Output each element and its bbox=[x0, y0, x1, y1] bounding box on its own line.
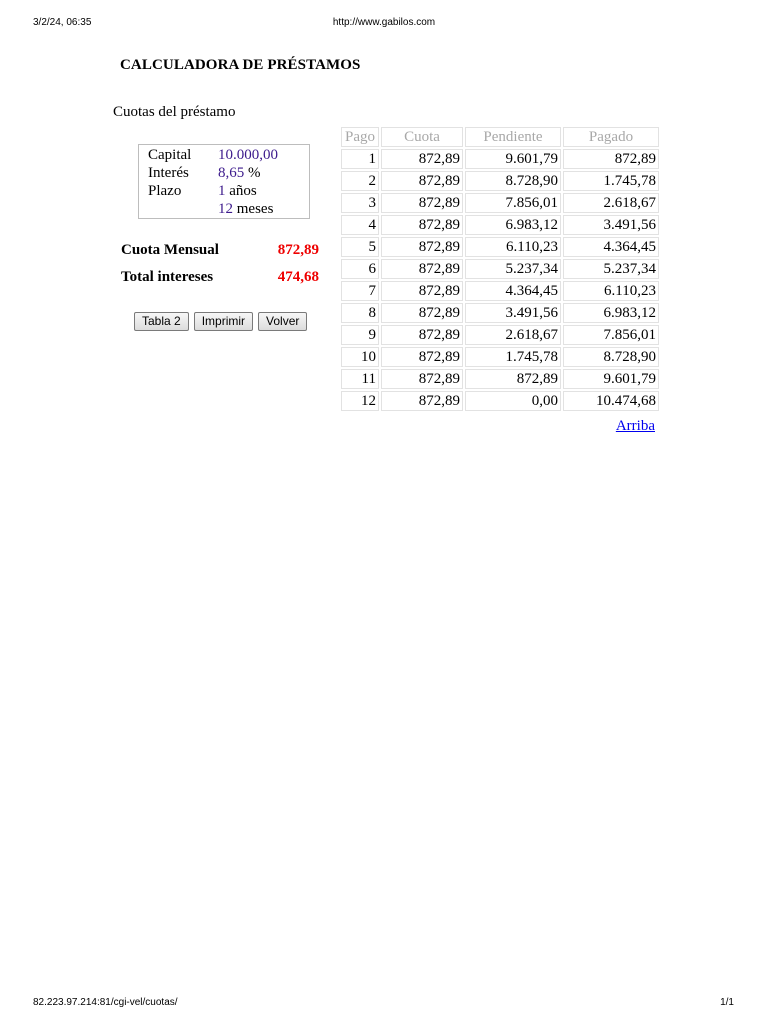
table-cell: 4.364,45 bbox=[465, 281, 561, 301]
arriba-link[interactable]: Arriba bbox=[615, 418, 655, 434]
table-header-row bbox=[341, 127, 659, 147]
summary-label: Total intereses bbox=[121, 269, 214, 285]
table-cell: 872,89 bbox=[381, 237, 463, 257]
print-header-url: http://www.gabilos.com bbox=[332, 17, 436, 28]
table-cell: 872,89 bbox=[381, 347, 463, 367]
summary-value: 872,89 bbox=[277, 242, 319, 258]
table-cell: 7.856,01 bbox=[563, 325, 659, 345]
param-term-years bbox=[148, 183, 257, 200]
table-body bbox=[341, 149, 659, 411]
table-cell: 872,89 bbox=[381, 149, 463, 169]
payment-schedule-table bbox=[339, 125, 661, 413]
table-cell: 3.491,56 bbox=[465, 303, 561, 323]
column-header-pendiente: Pendiente bbox=[465, 127, 561, 147]
table-cell: 9.601,79 bbox=[563, 369, 659, 389]
print-footer-page: 1/1 bbox=[720, 997, 734, 1008]
table-row bbox=[341, 193, 659, 213]
table-cell: 1.745,78 bbox=[465, 347, 561, 367]
table-cell: 6 bbox=[341, 259, 379, 279]
summary-monthly-payment bbox=[121, 242, 319, 259]
page-title: CALCULADORA DE PRÉSTAMOS bbox=[120, 57, 361, 73]
param-term-months bbox=[148, 201, 273, 218]
table-cell: 8 bbox=[341, 303, 379, 323]
table-cell: 872,89 bbox=[381, 215, 463, 235]
table-cell: 872,89 bbox=[381, 259, 463, 279]
table-row bbox=[341, 325, 659, 345]
table-cell: 2.618,67 bbox=[465, 325, 561, 345]
table-cell: 2 bbox=[341, 171, 379, 191]
table-cell: 0,00 bbox=[465, 391, 561, 411]
table-cell: 10.474,68 bbox=[563, 391, 659, 411]
table-row bbox=[341, 391, 659, 411]
back-button[interactable]: Volver bbox=[258, 312, 307, 331]
table-cell: 5.237,34 bbox=[563, 259, 659, 279]
table-cell: 1 bbox=[341, 149, 379, 169]
table-cell: 872,89 bbox=[381, 193, 463, 213]
print-footer-url: 82.223.97.214:81/cgi-vel/cuotas/ bbox=[33, 997, 178, 1008]
table-row bbox=[341, 369, 659, 389]
table-cell: 4.364,45 bbox=[563, 237, 659, 257]
table-cell: 10 bbox=[341, 347, 379, 367]
table-cell: 5 bbox=[341, 237, 379, 257]
table-row bbox=[341, 281, 659, 301]
param-unit: años bbox=[225, 183, 257, 199]
table-cell: 6.110,23 bbox=[563, 281, 659, 301]
param-value: 10.000,00 bbox=[218, 147, 278, 163]
print-header-date: 3/2/24, 06:35 bbox=[33, 17, 92, 28]
table-cell: 9 bbox=[341, 325, 379, 345]
table-cell: 872,89 bbox=[381, 369, 463, 389]
table-row bbox=[341, 259, 659, 279]
action-buttons bbox=[134, 312, 308, 331]
table-cell: 6.983,12 bbox=[563, 303, 659, 323]
param-label: Interés bbox=[148, 165, 189, 181]
table-cell: 9.601,79 bbox=[465, 149, 561, 169]
param-interest bbox=[148, 165, 261, 182]
table-cell: 2.618,67 bbox=[563, 193, 659, 213]
table-cell: 5.237,34 bbox=[465, 259, 561, 279]
summary-label: Cuota Mensual bbox=[121, 242, 219, 258]
param-value: 1 bbox=[218, 183, 226, 199]
param-label: Capital bbox=[148, 147, 192, 163]
loan-parameters-box bbox=[138, 144, 310, 219]
table-cell: 6.110,23 bbox=[465, 237, 561, 257]
print-button[interactable]: Imprimir bbox=[194, 312, 253, 331]
param-capital bbox=[148, 147, 278, 164]
table-row bbox=[341, 347, 659, 367]
table-cell: 872,89 bbox=[381, 281, 463, 301]
table-cell: 8.728,90 bbox=[465, 171, 561, 191]
table-cell: 3.491,56 bbox=[563, 215, 659, 235]
table-cell: 7.856,01 bbox=[465, 193, 561, 213]
table-row bbox=[341, 303, 659, 323]
table-cell: 8.728,90 bbox=[563, 347, 659, 367]
param-value: 8,65 bbox=[218, 165, 245, 181]
table-cell: 12 bbox=[341, 391, 379, 411]
table-cell: 11 bbox=[341, 369, 379, 389]
column-header-pagado: Pagado bbox=[563, 127, 659, 147]
table-cell: 872,89 bbox=[465, 369, 561, 389]
param-label: Plazo bbox=[148, 183, 182, 199]
table-cell: 872,89 bbox=[381, 325, 463, 345]
table-cell: 4 bbox=[341, 215, 379, 235]
table-cell: 872,89 bbox=[381, 391, 463, 411]
table-row bbox=[341, 237, 659, 257]
table-cell: 872,89 bbox=[381, 171, 463, 191]
param-value: 12 bbox=[218, 201, 233, 217]
table-cell: 7 bbox=[341, 281, 379, 301]
column-header-cuota: Cuota bbox=[381, 127, 463, 147]
summary-total-interest bbox=[121, 269, 319, 286]
table-cell: 1.745,78 bbox=[563, 171, 659, 191]
table-row bbox=[341, 149, 659, 169]
table-row bbox=[341, 171, 659, 191]
column-header-pago: Pago bbox=[341, 127, 379, 147]
tabla-2-button[interactable]: Tabla 2 bbox=[134, 312, 189, 331]
table-cell: 6.983,12 bbox=[465, 215, 561, 235]
param-unit: meses bbox=[233, 201, 274, 217]
table-cell: 872,89 bbox=[381, 303, 463, 323]
table-row bbox=[341, 215, 659, 235]
table-cell: 872,89 bbox=[563, 149, 659, 169]
summary-value: 474,68 bbox=[277, 269, 319, 285]
table-cell: 3 bbox=[341, 193, 379, 213]
param-unit: % bbox=[244, 165, 261, 181]
section-subtitle: Cuotas del préstamo bbox=[113, 104, 236, 120]
